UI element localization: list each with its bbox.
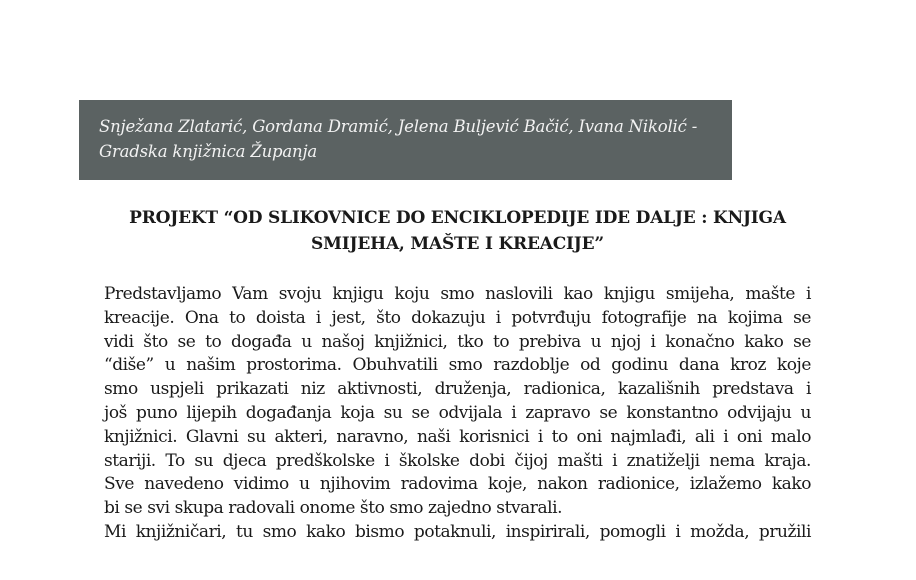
body-paragraph [104, 283, 811, 545]
author-affiliation: Gradska knjižnica Županja [99, 142, 318, 161]
article-title-line-1: PROJEKT “OD SLIKOVNICE DO ENCIKLOPEDIJE IDE DALJE : KNJIGA [129, 208, 786, 228]
body-line: stariji. To su djeca predškolske i školske dobi čijoj mašti i znatiželji nema kraja. [104, 450, 811, 471]
body-line: vidi što se to događa u našoj knjižnici, tko to prebiva u njoj i konačno kako se [104, 331, 811, 352]
article-title-line-2: SMIJEHA, MAŠTE I KREACIJE” [311, 234, 604, 254]
body-line: još puno lijepih događanja koja su se odvijala i zapravo se konstantno odvijaju u [104, 402, 811, 423]
body-line: knjižnici. Glavni su akteri, naravno, naši korisnici i to oni najmlađi, ali i oni malo [104, 426, 811, 447]
body-line: Sve navedeno vidimo u njihovim radovima koje, nakon radionice, izlažemo kako [104, 474, 811, 495]
body-line: smo uspjeli prikazati niz aktivnosti, druženja, radionica, kazališnih predstava i [104, 379, 811, 400]
article-title [100, 205, 815, 257]
body-line: bi se svi skupa radovali onome što smo zajedno stvarali. [104, 498, 563, 519]
author-names: Snježana Zlatarić, Gordana Dramić, Jelena Buljević Bačić, Ivana Nikolić - [99, 117, 698, 136]
author-banner [79, 100, 732, 180]
body-line: kreacije. Ona to doista i jest, što dokazuju i potvrđuju fotografije na kojima se [104, 307, 811, 328]
body-line: “diše” u našim prostorima. Obuhvatili smo razdoblje od godinu dana kroz koje [104, 355, 811, 376]
body-line: Mi knjižničari, tu smo kako bismo potaknuli, inspirirali, pomogli i možda, pružili [104, 521, 811, 542]
body-line: Predstavljamo Vam svoju knjigu koju smo naslovili kao knjigu smijeha, mašte i [104, 284, 811, 304]
